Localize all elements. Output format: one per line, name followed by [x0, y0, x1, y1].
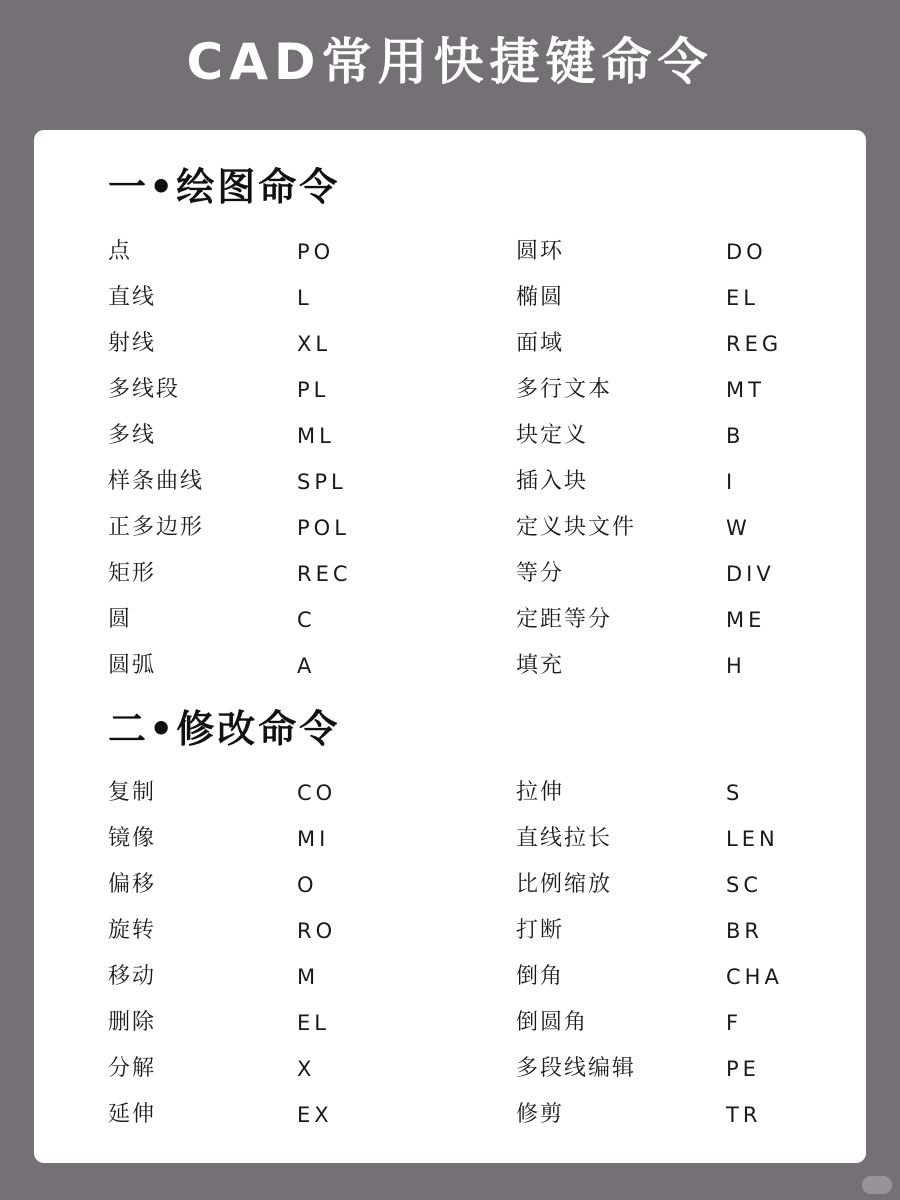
command-shortcut: S	[726, 781, 744, 805]
command-name: 多段线编辑	[516, 1056, 637, 1081]
command-shortcut: C	[297, 608, 316, 632]
command-shortcut: SC	[726, 873, 762, 897]
command-name: 镜像	[108, 826, 157, 851]
command-name: 定距等分	[516, 607, 613, 632]
command-name: 填充	[516, 653, 565, 678]
command-row	[34, 508, 866, 554]
command-name: 延伸	[108, 1102, 157, 1127]
command-shortcut: REC	[297, 562, 352, 586]
command-shortcut: EX	[297, 1103, 333, 1127]
command-shortcut: EL	[726, 286, 759, 310]
command-name: 打断	[516, 918, 565, 943]
command-shortcut: XL	[297, 332, 332, 356]
command-shortcut: X	[297, 1057, 316, 1081]
command-name: 直线	[108, 285, 157, 310]
command-name: 倒角	[516, 964, 565, 989]
command-name: 多线	[108, 423, 157, 448]
command-row	[34, 1049, 866, 1095]
command-name: 圆	[108, 607, 133, 632]
section-heading-drawing: 一•绘图命令	[108, 165, 341, 209]
command-shortcut: F	[726, 1011, 743, 1035]
command-shortcut: EL	[297, 1011, 330, 1035]
command-name: 多线段	[108, 377, 181, 402]
command-shortcut: REG	[726, 332, 783, 356]
command-row	[34, 911, 866, 957]
command-row	[34, 957, 866, 1003]
command-name: 比例缩放	[516, 872, 613, 897]
command-name: 面域	[516, 331, 565, 356]
command-shortcut: ME	[726, 608, 766, 632]
command-shortcut: LEN	[726, 827, 779, 851]
command-row	[34, 232, 866, 278]
command-name: 椭圆	[516, 285, 565, 310]
command-name: 射线	[108, 331, 157, 356]
command-name: 复制	[108, 780, 157, 805]
command-row	[34, 1095, 866, 1141]
command-shortcut: RO	[297, 919, 337, 943]
command-name: 移动	[108, 964, 157, 989]
section-heading-modify: 二•修改命令	[108, 707, 341, 751]
command-row	[34, 600, 866, 646]
command-shortcut: PO	[297, 240, 335, 264]
command-row	[34, 819, 866, 865]
command-shortcut: CHA	[726, 965, 783, 989]
command-shortcut: POL	[297, 516, 350, 540]
command-row	[34, 370, 866, 416]
command-name: 拉伸	[516, 780, 565, 805]
command-name: 样条曲线	[108, 469, 205, 494]
command-shortcut: L	[297, 286, 313, 310]
command-name: 定义块文件	[516, 515, 637, 540]
command-shortcut: M	[297, 965, 320, 989]
command-row	[34, 462, 866, 508]
command-name: 多行文本	[516, 377, 613, 402]
command-name: 块定义	[516, 423, 589, 448]
shortcut-card	[34, 130, 866, 1163]
command-row	[34, 278, 866, 324]
watermark-badge	[862, 1176, 892, 1194]
command-name: 点	[108, 239, 133, 264]
command-row	[34, 1003, 866, 1049]
command-shortcut: TR	[726, 1103, 762, 1127]
command-name: 倒圆角	[516, 1010, 589, 1035]
command-name: 分解	[108, 1056, 157, 1081]
command-name: 删除	[108, 1010, 157, 1035]
modify-commands-list	[34, 773, 866, 1141]
command-row	[34, 416, 866, 462]
command-name: 旋转	[108, 918, 157, 943]
command-shortcut: MT	[726, 378, 765, 402]
command-row	[34, 324, 866, 370]
command-shortcut: DIV	[726, 562, 775, 586]
command-name: 圆环	[516, 239, 565, 264]
command-name: 圆弧	[108, 653, 157, 678]
command-row	[34, 646, 866, 692]
command-shortcut: MI	[297, 827, 330, 851]
command-shortcut: DO	[726, 240, 767, 264]
command-shortcut: CO	[297, 781, 337, 805]
command-shortcut: BR	[726, 919, 763, 943]
command-shortcut: B	[726, 424, 745, 448]
command-shortcut: W	[726, 516, 751, 540]
command-shortcut: SPL	[297, 470, 347, 494]
page-title: CAD常用快捷键命令	[186, 33, 714, 91]
command-name: 插入块	[516, 469, 589, 494]
command-shortcut: PE	[726, 1057, 760, 1081]
command-shortcut: I	[726, 470, 737, 494]
command-row	[34, 865, 866, 911]
command-row	[34, 554, 866, 600]
command-name: 矩形	[108, 561, 157, 586]
command-name: 直线拉长	[516, 826, 613, 851]
command-shortcut: ML	[297, 424, 335, 448]
command-name: 等分	[516, 561, 565, 586]
drawing-commands-list	[34, 232, 866, 692]
command-name: 偏移	[108, 872, 157, 897]
command-shortcut: H	[726, 654, 746, 678]
command-name: 修剪	[516, 1102, 565, 1127]
command-shortcut: O	[297, 873, 318, 897]
command-name: 正多边形	[108, 515, 205, 540]
command-shortcut: PL	[297, 378, 330, 402]
command-shortcut: A	[297, 654, 316, 678]
command-row	[34, 773, 866, 819]
